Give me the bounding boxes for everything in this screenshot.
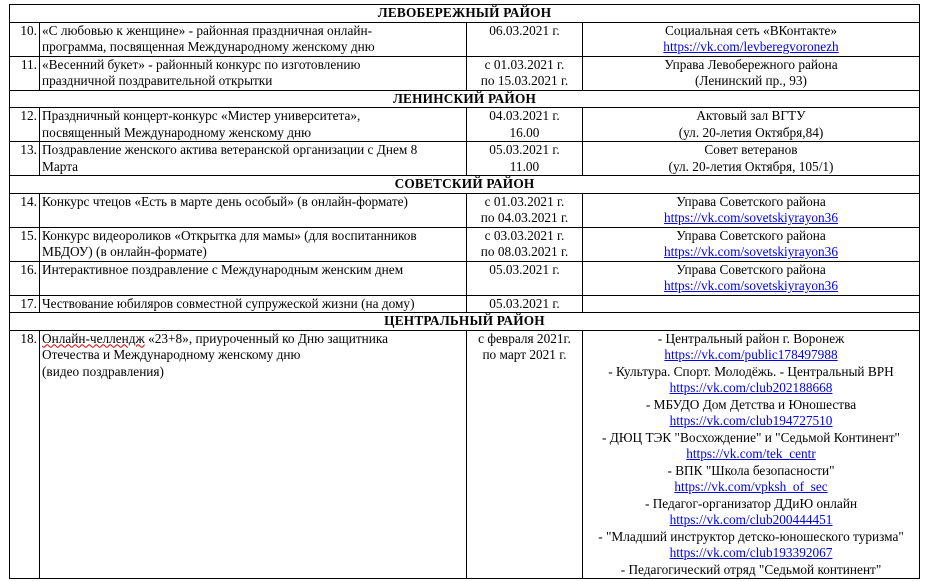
description-line: программа, посвященная Международному женскому дню — [42, 39, 375, 54]
event-description — [40, 227, 467, 261]
place-line: (ул. 20-летия Октября, 105/1) — [668, 158, 834, 174]
description-line: «С любовью к женщине» - районная праздничная онлайн- — [42, 22, 373, 38]
date-line: по 08.03.2021 г. — [480, 244, 569, 259]
date-line: с 01.03.2021 г. — [484, 56, 565, 72]
section-title-central: ЦЕНТРАЛЬНЫЙ РАЙОН — [10, 313, 920, 331]
place-line: - МБУДО Дом Детства и Юношества — [645, 396, 857, 412]
event-date — [467, 295, 583, 313]
vk-link[interactable]: https://vk.com/sovetskiyrayon36 — [664, 278, 838, 293]
date-line: по 04.03.2021 г. — [480, 210, 569, 225]
row-number: 18. — [10, 330, 40, 579]
place-line: - Педагогический отряд "Седьмой континент" — [620, 561, 882, 577]
place-line: - Педагог-организатор ДДиЮ онлайн — [644, 495, 858, 511]
row-number: 14. — [10, 193, 40, 227]
vk-link[interactable]: https://vk.com/levberegvoronezh — [663, 39, 839, 54]
place-line: - ДЮЦ ТЭК "Восхождение" и "Седьмой Континент" — [602, 429, 900, 445]
date-line: 04.03.2021 г. — [489, 108, 560, 123]
date-line: по 15.03.2021 г. — [480, 73, 569, 88]
row-number: 17. — [10, 295, 40, 313]
vk-link[interactable]: https://vk.com/club193392067 — [669, 545, 833, 560]
event-place — [583, 142, 920, 176]
row-number: 16. — [10, 261, 40, 295]
events-table — [9, 4, 920, 579]
table-row-10 — [10, 22, 920, 56]
place-line: Актовый зал ВГТУ — [696, 108, 806, 123]
place-line: Управа Советского района — [676, 261, 826, 277]
section-title-sovetsky: СОВЕТСКИЙ РАЙОН — [10, 176, 920, 194]
table-row-11 — [10, 56, 920, 90]
vk-link[interactable]: https://vk.com/sovetskiyrayon36 — [664, 210, 838, 225]
section-row-central — [10, 313, 920, 331]
event-date — [467, 261, 583, 295]
table-row-16 — [10, 261, 920, 295]
place-line: Управа Советского района — [676, 227, 826, 243]
description-line: МБДОУ) (в онлайн-формате) — [42, 244, 207, 259]
vk-link[interactable]: https://vk.com/club194727510 — [669, 413, 833, 428]
time-line: 11.00 — [509, 158, 540, 174]
place-line: Совет ветеранов — [704, 142, 798, 157]
event-description — [40, 330, 467, 579]
event-description — [40, 108, 467, 142]
row-number: 10. — [10, 22, 40, 56]
date-line: с 01.03.2021 г. — [484, 193, 565, 209]
row-number: 13. — [10, 142, 40, 176]
event-description — [40, 142, 467, 176]
spellcheck-word: Онлайн-челлендж — [42, 330, 145, 346]
row-number: 11. — [10, 56, 40, 90]
event-date — [467, 193, 583, 227]
place-line: Управа Левобережного района — [664, 56, 838, 72]
date-line: 05.03.2021 г. — [489, 142, 560, 157]
row-number: 15. — [10, 227, 40, 261]
vk-link[interactable]: https://vk.com/vpksh_of_sec — [674, 479, 828, 494]
place-line: (Ленинский пр., 93) — [695, 73, 807, 88]
event-place — [583, 108, 920, 142]
date-line: с 03.03.2021 г. — [484, 227, 565, 243]
description-line: Чествование юбиляров совместной супружеской жизни (на дому) — [42, 295, 415, 311]
event-description — [40, 22, 467, 56]
section-title-leninsky: ЛЕНИНСКИЙ РАЙОН — [10, 90, 920, 108]
section-row-sovetsky — [10, 176, 920, 194]
description-line: Конкурс чтецов «Есть в марте день особый» (в онлайн-формате) — [42, 193, 408, 209]
event-date — [467, 22, 583, 56]
date-line: с февраля 2021г. — [478, 330, 571, 346]
event-places-list — [583, 330, 920, 579]
description-line: Поздравление женского актива ветеранской организации с Днем 8 — [42, 142, 418, 157]
description-line: (видео поздравления) — [42, 363, 164, 379]
description-text: «23+8», приуроченный ко Дню защитника — [144, 330, 389, 346]
section-row-leninsky — [10, 90, 920, 108]
description-line: Интерактивное поздравление с Международным женским днем — [42, 261, 404, 277]
description-line: Марта — [42, 158, 79, 174]
section-row-left-bank — [10, 5, 920, 23]
description-line: Отечества и Международному женскому дню — [42, 347, 301, 362]
description-line: праздничной поздравительной открытки — [42, 73, 273, 88]
table-row-14 — [10, 193, 920, 227]
table-row-12 — [10, 108, 920, 142]
event-place — [583, 261, 920, 295]
place-line: Управа Советского района — [676, 193, 826, 209]
row-number: 12. — [10, 108, 40, 142]
description-line: Праздничный концерт-конкурс «Мистер университета», — [42, 108, 361, 123]
event-date — [467, 56, 583, 90]
date-line: 05.03.2021 г. — [489, 295, 560, 311]
place-line: - "Младший инструктор детско-юношеского туризма" — [598, 528, 904, 544]
place-line: - Центральный район г. Воронеж — [657, 330, 845, 346]
description-line: «Весенний букет» - районный конкурс по изготовлению — [42, 56, 361, 72]
event-place — [583, 193, 920, 227]
event-place — [583, 56, 920, 90]
event-date — [467, 227, 583, 261]
place-line: Социальная сеть «ВКонтакте» — [664, 22, 838, 38]
place-line: - ВПК "Школа безопасности" — [667, 462, 835, 478]
event-place-empty — [583, 295, 920, 313]
event-place — [583, 22, 920, 56]
description-line: Конкурс видеороликов «Открытка для мамы» (для воспитанников — [42, 227, 417, 243]
event-date — [467, 142, 583, 176]
date-line: 06.03.2021 г. — [489, 22, 560, 38]
vk-link[interactable]: https://vk.com/tek_centr — [686, 446, 816, 461]
description-line — [42, 331, 464, 348]
table-row-18 — [10, 330, 920, 579]
time-line: 16.00 — [509, 124, 540, 140]
place-line: (ул. 20-летия Октября,84) — [678, 124, 824, 140]
place-line: - Культура. Спорт. Молодёжь. - Центральный ВРН — [608, 363, 894, 379]
event-description — [40, 56, 467, 90]
event-place — [583, 227, 920, 261]
table-row-13 — [10, 142, 920, 176]
event-date — [467, 108, 583, 142]
section-title-left-bank: ЛЕВОБЕРЕЖНЫЙ РАЙОН — [10, 5, 920, 23]
table-row-17 — [10, 295, 920, 313]
event-description — [40, 295, 467, 313]
vk-link[interactable]: https://vk.com/club200444451 — [669, 512, 833, 527]
event-description — [40, 261, 467, 295]
event-date — [467, 330, 583, 579]
vk-link[interactable]: https://vk.com/sovetskiyrayon36 — [664, 244, 838, 259]
vk-link[interactable]: https://vk.com/club202188668 — [669, 380, 833, 395]
description-line: посвященный Международному женскому дню — [42, 124, 312, 140]
date-line: по март 2021 г. — [482, 347, 567, 362]
date-line: 05.03.2021 г. — [489, 261, 560, 277]
vk-link[interactable]: https://vk.com/public178497988 — [664, 347, 838, 362]
event-description — [40, 193, 467, 227]
table-row-15 — [10, 227, 920, 261]
